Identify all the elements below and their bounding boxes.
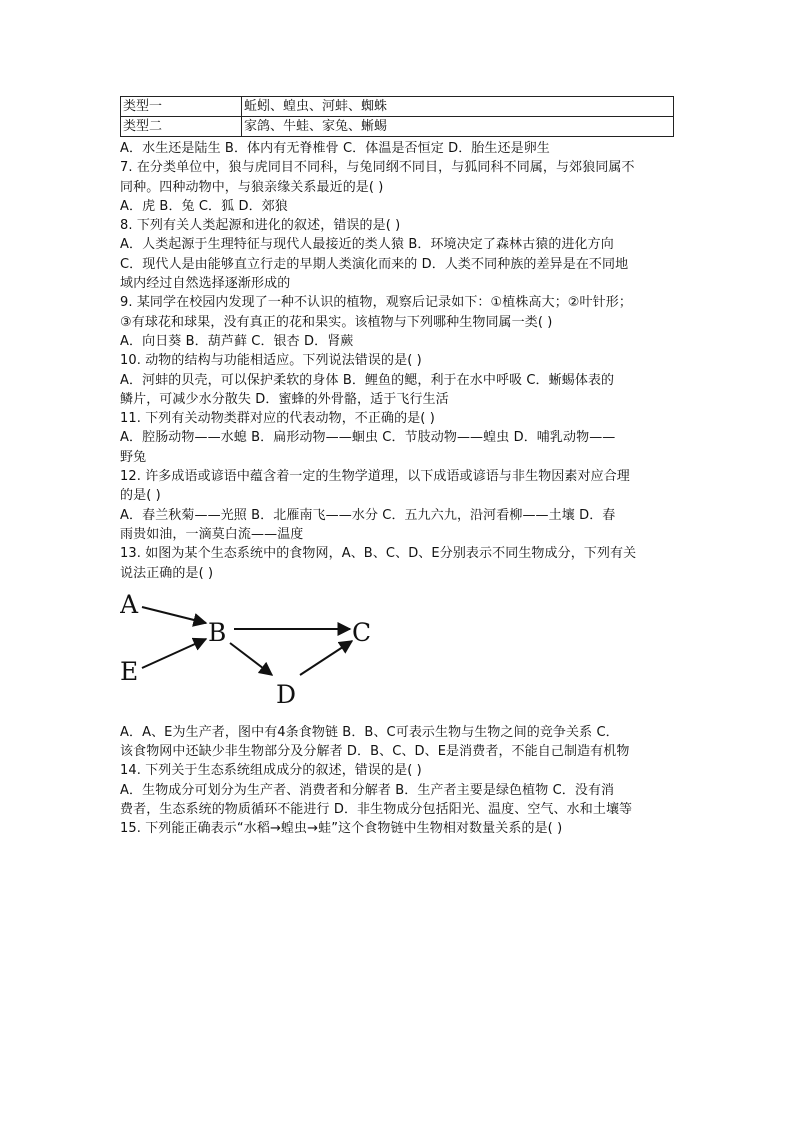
text-line: A．腔肠动物——水螅 B．扁形动物——蛔虫 C．节肢动物——蝗虫 D．哺乳动物—— [120,430,616,446]
node-b: B [208,617,227,647]
text-line: C．现代人是由能够直立行走的早期人类演化而来的 D．人类不同种族的差异是在不同地 [120,256,629,272]
node-c: C [352,617,372,647]
table-row [121,117,674,137]
text-line: 野兔 [120,449,147,465]
arrow-b-to-d [230,643,272,675]
text-line: A．人类起源于生理特征与现代人最接近的类人猿 B．环境决定了森林古猿的进化方向 [120,237,614,253]
text-line: A．虎 B．兔 C．狐 D．郊狼 [120,198,288,214]
text-line: 11. 下列有关动物类群对应的代表动物，不正确的是( ) [120,411,435,427]
table-cell-animals: 家鸽、牛蛙、家兔、蜥蜴 [242,117,674,137]
text-line: 同种。四种动物中，与狼亲缘关系最近的是( ) [120,179,384,195]
table-cell-type: 类型二 [121,117,242,137]
text-line: 鳞片，可减少水分散失 D．蜜蜂的外骨骼，适于飞行生活 [120,391,449,407]
text-line: 雨贵如油，一滴莫白流——温度 [120,526,304,542]
arrow-a-to-b [142,607,206,623]
text-line: 域内经过自然选择逐渐形成的 [120,276,291,292]
food-web-svg [120,583,390,721]
question-page [120,96,676,839]
node-a: A [120,589,139,619]
text-line: 该食物网中还缺少非生物部分及分解者 D．B、C、D、E是消费者，不能自己制造有机物 [120,744,630,760]
node-e: E [120,656,139,686]
table-cell-animals: 蚯蚓、蝗虫、河蚌、蜘蛛 [242,97,674,117]
text-line: A．向日葵 B．葫芦藓 C．银杏 D．肾蕨 [120,333,354,349]
text-line: 10. 动物的结构与功能相适应。下列说法错误的是( ) [120,353,422,369]
question-text-top [120,139,676,583]
text-line: 14. 下列关于生态系统组成成分的叙述，错误的是( ) [120,763,422,779]
text-line: 12. 许多成语或谚语中蕴含着一定的生物学道理，以下成语或谚语与非生物因素对应合理 [120,469,630,485]
table-row [121,97,674,117]
text-line: 的是( ) [120,488,161,504]
question-text-bottom [120,723,676,839]
food-web-diagram [120,583,676,721]
text-line: 8. 下列有关人类起源和进化的叙述，错误的是( ) [120,218,401,234]
text-line: 9. 某同学在校园内发现了一种不认识的植物，观察后记录如下：①植株高大；②叶针形； [120,295,632,311]
arrow-e-to-b [142,639,206,668]
text-line: A．生物成分可划分为生产者、消费者和分解者 B．生产者主要是绿色植物 C．没有消 [120,782,615,798]
text-line: 15. 下列能正确表示“水稻→蝗虫→蛙”这个食物链中生物相对数量关系的是( ) [120,821,563,837]
text-line: A．A、E为生产者，图中有4条食物链 B．B、C可表示生物与生物之间的竞争关系 C． [120,724,619,740]
animal-type-table [120,96,674,137]
text-line: A．水生还是陆生 B．体内有无脊椎骨 C．体温是否恒定 D．胎生还是卵生 [120,141,550,156]
text-line: A．春兰秋菊——光照 B．北雁南飞——水分 C．五九六九，沿河看柳——土壤 D．春 [120,507,616,523]
table-cell-type: 类型一 [121,97,242,117]
node-d: D [276,679,297,709]
text-line: 费者，生态系统的物质循环不能进行 D．非生物成分包括阳光、温度、空气、水和土壤等 [120,802,633,818]
arrow-d-to-c [300,641,352,675]
text-line: 说法正确的是( ) [120,565,214,581]
text-line: A．河蚌的贝壳，可以保护柔软的身体 B．鲤鱼的鳃，利于在水中呼吸 C．蜥蜴体表的 [120,372,615,388]
text-line: 13. 如图为某个生态系统中的食物网，A、B、C、D、E分别表示不同生物成分，下列有关 [120,546,637,562]
text-line: 7. 在分类单位中，狼与虎同目不同科，与兔同纲不同目，与狐同科不同属，与郊狼同属不 [120,160,635,176]
text-line: ③有球花和球果，没有真正的花和果实。该植物与下列哪种生物同属一类( ) [120,314,553,330]
